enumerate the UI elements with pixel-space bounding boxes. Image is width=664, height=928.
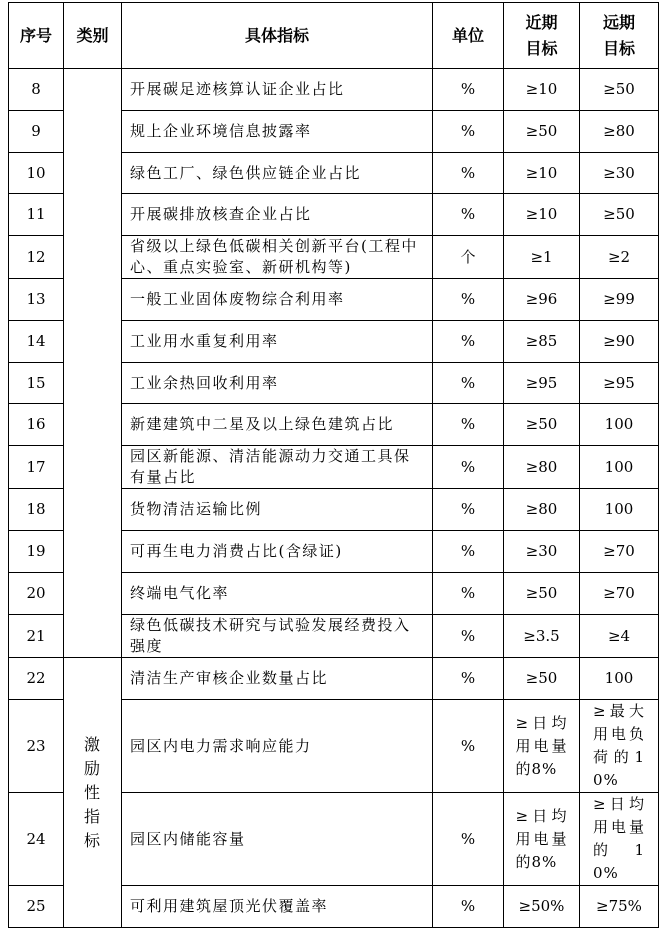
indicator-cell: 省级以上绿色低碳相关创新平台(工程中心、重点实验室、新研机构等): [122, 236, 433, 279]
indicator-cell: 绿色工厂、绿色供应链企业占比: [122, 153, 433, 194]
indicator-cell: 开展碳足迹核算认证企业占比: [122, 69, 433, 111]
seq-cell: 21: [9, 615, 64, 658]
far-target-cell: [580, 793, 659, 886]
near-target-text: ≥日均用电量的8%: [515, 806, 568, 871]
far-target-cell: ≥75%: [580, 886, 659, 928]
far-target-cell: ≥99: [580, 279, 659, 321]
indicator-cell: 一般工业固体废物综合利用率: [122, 279, 433, 321]
indicator-cell: 工业余热回收利用率: [122, 363, 433, 404]
unit-cell: %: [433, 194, 504, 236]
near-target-cell: ≥85: [504, 321, 580, 363]
unit-cell: 个: [433, 236, 504, 279]
indicator-table: [8, 2, 659, 928]
indicator-cell: 园区内储能容量: [122, 793, 433, 886]
far-target-cell: ≥2: [580, 236, 659, 279]
unit-cell: %: [433, 489, 504, 531]
indicator-cell: 货物清洁运输比例: [122, 489, 433, 531]
indicator-cell: 工业用水重复利用率: [122, 321, 433, 363]
seq-cell: 19: [9, 531, 64, 573]
near-target-cell: ≥96: [504, 279, 580, 321]
far-target-cell: ≥90: [580, 321, 659, 363]
seq-cell: 24: [9, 793, 64, 886]
seq-cell: 14: [9, 321, 64, 363]
far-target-cell: 100: [580, 489, 659, 531]
seq-cell: 13: [9, 279, 64, 321]
near-target-cell: ≥50: [504, 111, 580, 153]
seq-cell: 16: [9, 404, 64, 446]
header-near-line1: 近期: [525, 12, 558, 32]
header-seq: 序号: [9, 3, 64, 69]
unit-cell: %: [433, 531, 504, 573]
table-row: [9, 69, 659, 111]
indicator-cell: 园区新能源、清洁能源动力交通工具保有量占比: [122, 446, 433, 489]
unit-cell: %: [433, 69, 504, 111]
near-target-cell: ≥3.5: [504, 615, 580, 658]
far-target-cell: ≥4: [580, 615, 659, 658]
indicator-cell: 清洁生产审核企业数量占比: [122, 658, 433, 700]
near-target-cell: ≥10: [504, 153, 580, 194]
far-target-cell: ≥30: [580, 153, 659, 194]
far-target-text: ≥最大用电负荷的10%: [593, 702, 645, 789]
indicator-cell: 可利用建筑屋顶光伏覆盖率: [122, 886, 433, 928]
unit-cell: %: [433, 886, 504, 928]
seq-cell: 18: [9, 489, 64, 531]
header-indicator: 具体指标: [122, 3, 433, 69]
indicator-cell: 终端电气化率: [122, 573, 433, 615]
unit-cell: %: [433, 363, 504, 404]
near-target-cell: ≥10: [504, 194, 580, 236]
near-target-cell: ≥95: [504, 363, 580, 404]
unit-cell: %: [433, 321, 504, 363]
header-near-target: [504, 3, 580, 69]
near-target-cell: ≥50: [504, 573, 580, 615]
seq-cell: 12: [9, 236, 64, 279]
unit-cell: %: [433, 615, 504, 658]
unit-cell: %: [433, 279, 504, 321]
category-label: 激励性指标: [83, 734, 102, 850]
seq-cell: 23: [9, 700, 64, 793]
near-target-cell: ≥80: [504, 446, 580, 489]
header-near-line2: 目标: [525, 38, 558, 58]
indicator-cell: 园区内电力需求响应能力: [122, 700, 433, 793]
header-far-target: [580, 3, 659, 69]
header-far-line1: 远期: [602, 12, 635, 32]
near-target-cell: ≥50%: [504, 886, 580, 928]
unit-cell: %: [433, 658, 504, 700]
far-target-cell: [580, 700, 659, 793]
near-target-cell: ≥10: [504, 69, 580, 111]
header-far-line2: 目标: [602, 38, 635, 58]
seq-cell: 11: [9, 194, 64, 236]
seq-cell: 22: [9, 658, 64, 700]
category-cell-lower: [64, 658, 122, 928]
seq-cell: 10: [9, 153, 64, 194]
near-target-cell: [504, 700, 580, 793]
far-target-cell: ≥70: [580, 573, 659, 615]
far-target-cell: 100: [580, 658, 659, 700]
unit-cell: %: [433, 573, 504, 615]
near-target-cell: [504, 793, 580, 886]
unit-cell: %: [433, 111, 504, 153]
seq-cell: 17: [9, 446, 64, 489]
far-target-cell: ≥50: [580, 69, 659, 111]
indicator-cell: 开展碳排放核查企业占比: [122, 194, 433, 236]
header-category: 类别: [64, 3, 122, 69]
indicator-cell: 新建建筑中二星及以上绿色建筑占比: [122, 404, 433, 446]
near-target-cell: ≥50: [504, 404, 580, 446]
unit-cell: %: [433, 153, 504, 194]
seq-cell: 15: [9, 363, 64, 404]
header-unit: 单位: [433, 3, 504, 69]
far-target-cell: 100: [580, 404, 659, 446]
seq-cell: 25: [9, 886, 64, 928]
near-target-cell: ≥1: [504, 236, 580, 279]
near-target-cell: ≥30: [504, 531, 580, 573]
indicator-cell: 规上企业环境信息披露率: [122, 111, 433, 153]
indicator-cell: 可再生电力消费占比(含绿证): [122, 531, 433, 573]
unit-cell: %: [433, 793, 504, 886]
far-target-cell: 100: [580, 446, 659, 489]
header-row: [9, 3, 659, 69]
table-row: [9, 658, 659, 700]
far-target-text: ≥日均用电量的10%: [593, 795, 645, 882]
seq-cell: 20: [9, 573, 64, 615]
unit-cell: %: [433, 700, 504, 793]
category-cell-upper: [64, 69, 122, 658]
seq-cell: 9: [9, 111, 64, 153]
indicator-cell: 绿色低碳技术研究与试验发展经费投入强度: [122, 615, 433, 658]
near-target-cell: ≥80: [504, 489, 580, 531]
seq-cell: 8: [9, 69, 64, 111]
unit-cell: %: [433, 404, 504, 446]
far-target-cell: ≥50: [580, 194, 659, 236]
unit-cell: %: [433, 446, 504, 489]
far-target-cell: ≥70: [580, 531, 659, 573]
near-target-cell: ≥50: [504, 658, 580, 700]
near-target-text: ≥日均用电量的8%: [515, 713, 568, 778]
far-target-cell: ≥80: [580, 111, 659, 153]
far-target-cell: ≥95: [580, 363, 659, 404]
